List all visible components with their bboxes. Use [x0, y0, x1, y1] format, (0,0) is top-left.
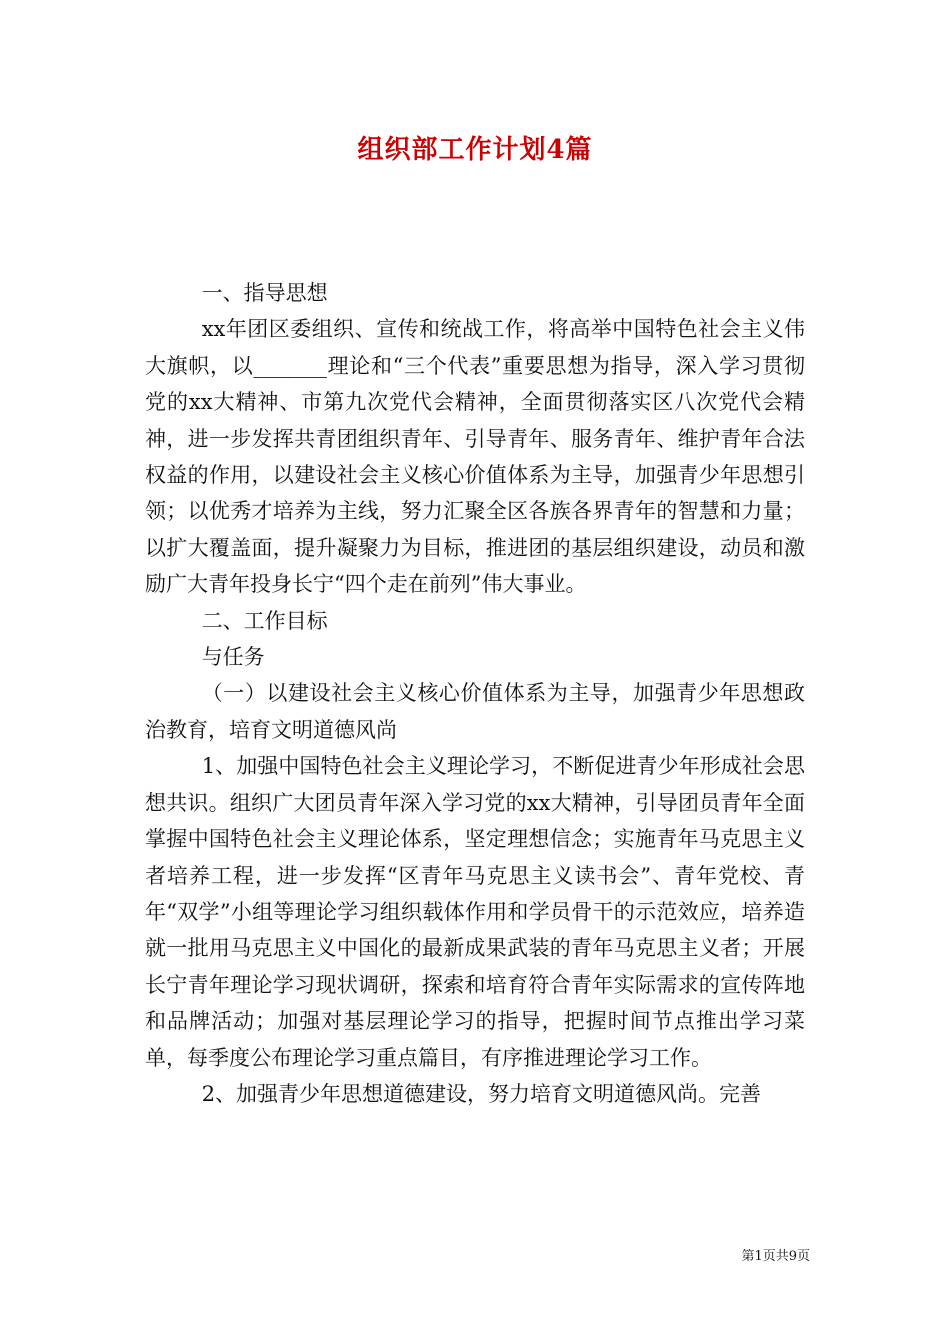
- subheading-core-values: （一）以建设社会主义核心价值体系为主导，加强青少年思想政治教育，培育文明道德风尚: [145, 681, 805, 742]
- paragraph-theory-study: 1、加强中国特色社会主义理论学习，不断促进青少年形成社会思想共识。组织广大团员青年深入学习党的xx大精神，引导团员青年全面掌握中国特色社会主义理论体系，坚定理想信念；实施青年马克思主义者培养工程，进一步发挥“区青年马克思主义读书会”、青年党校、青年“双学”小组等理论学习组织载体作用和学员骨干的示范效应，培养造就一批用马克思主义中国化的最新成果武装的青年马克思主义者；开展长宁青年理论学习现状调研，探索和培育符合青年实际需求的宣传阵地和品牌活动；加强对基层理论学习的指导，把握时间节点推出学习菜单，每季度公布理论学习重点篇目，有序推进理论学习工作。: [145, 754, 805, 1070]
- paragraph-moral-building: 2、加强青少年思想道德建设，努力培育文明道德风尚。完善: [201, 1081, 762, 1106]
- paragraph-text: 理论和“三个代表”重要思想为指导，深入学习贯彻党的xx大精神、市第九次党代会精神，全面贯彻落实区八次党代会精神，进一步发挥共青团组织青年、引导青年、服务青年、维护青年合法权益的作用，以建设社会主义核心价值体系为主导，加强青少年思想引领；以优秀才培养为主线，努力汇聚全区各族各界青年的智慧和力量；以扩大覆盖面，提升凝聚力为目标，推进团的基层组织建设，动员和激励广大青年投身长宁“四个走在前列”伟大事业。: [145, 353, 805, 597]
- document-title: 组织部工作计划4篇: [357, 135, 593, 165]
- blank-underline: _______: [253, 353, 327, 378]
- heading-work-goals-continued: 与任务: [201, 645, 265, 670]
- heading-guiding-ideology: 一、指导思想: [201, 281, 328, 305]
- document-body: [145, 275, 805, 1112]
- page-number: 第1页共9页: [741, 1249, 810, 1264]
- paragraph-text: xx年团区委组织、宣传和统战工作，将高举中国特色社会主义伟大旗帜，以: [145, 317, 805, 378]
- paragraph-guiding-ideology: [145, 311, 805, 602]
- heading-work-goals: 二、工作目标: [201, 608, 328, 633]
